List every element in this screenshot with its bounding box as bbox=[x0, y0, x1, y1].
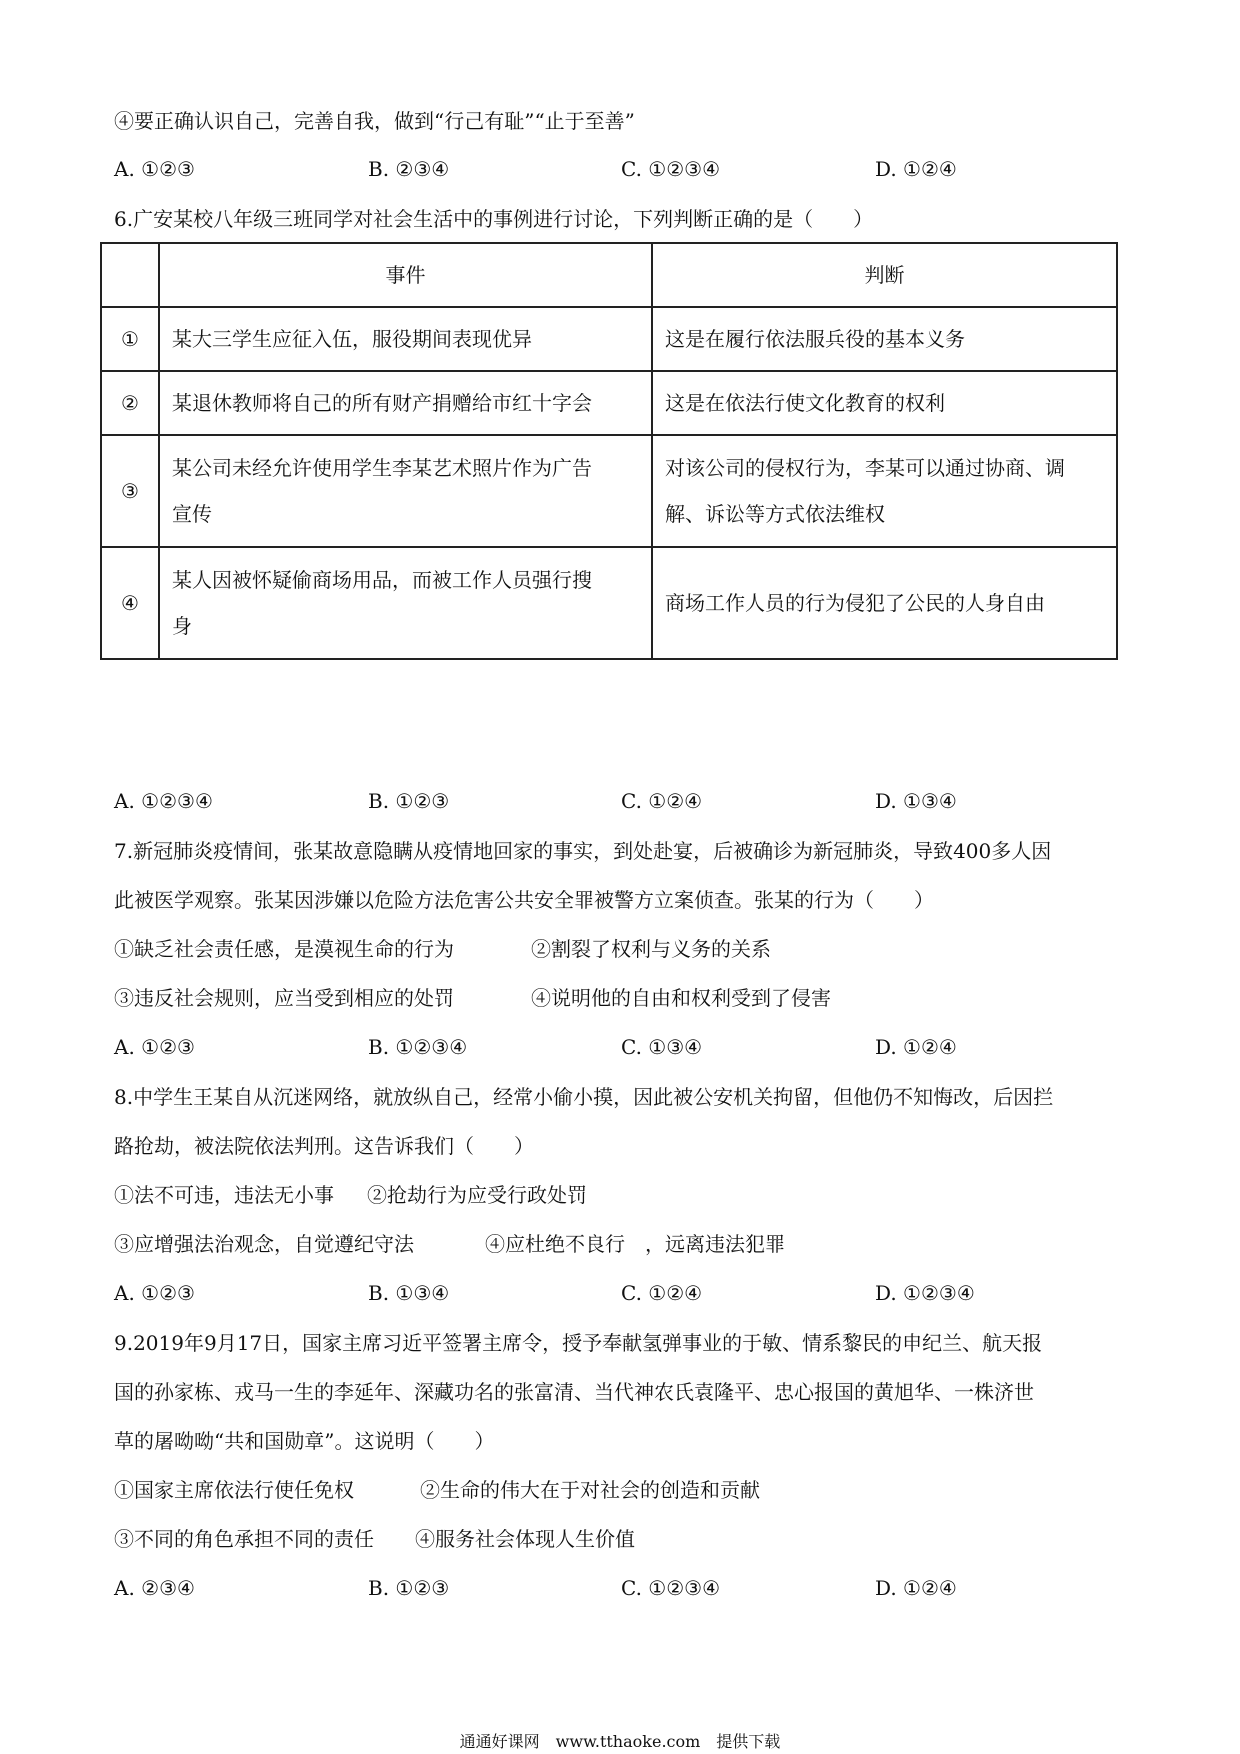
q7-stem-line-1: 7.新冠肺炎疫情间，张某故意隐瞒从疫情地回家的事实，到处赴宴，后被确诊为新冠肺炎，导致400多人因 bbox=[114, 839, 1052, 863]
table-header-event: 事件 bbox=[159, 243, 652, 307]
row-number: ③ bbox=[101, 435, 159, 547]
q9-options bbox=[114, 1575, 1134, 1601]
q5-item-4: ④要正确认识自己，完善自我，做到“行己有耻”“止于至善” bbox=[114, 109, 635, 133]
q7-option-d: D. ①②④ bbox=[875, 1035, 957, 1059]
q8-options bbox=[114, 1280, 1134, 1306]
row-event bbox=[159, 547, 652, 659]
row-judgment-line: 解、诉讼等方式依法维权 bbox=[665, 502, 885, 526]
q6-option-c: C. ①②④ bbox=[621, 789, 703, 813]
row-number: ② bbox=[101, 371, 159, 435]
row-judgment bbox=[652, 435, 1117, 547]
row-event: 某退休教师将自己的所有财产捐赠给市红十字会 bbox=[159, 371, 652, 435]
q8-item-4: ④应杜绝不良行 ，远离违法犯罪 bbox=[485, 1232, 785, 1256]
row-judgment: 商场工作人员的行为侵犯了公民的人身自由 bbox=[652, 547, 1117, 659]
table-row bbox=[101, 435, 1117, 547]
q7-option-c: C. ①③④ bbox=[621, 1035, 703, 1059]
q7-item-1: ①缺乏社会责任感，是漠视生命的行为 bbox=[114, 937, 454, 961]
row-event: 某大三学生应征入伍，服役期间表现优异 bbox=[159, 307, 652, 371]
q8-item-2: ②抢劫行为应受行政处罚 bbox=[367, 1183, 587, 1207]
table-row bbox=[101, 547, 1117, 659]
q8-item-1: ①法不可违，违法无小事 bbox=[114, 1183, 334, 1207]
table-header-row bbox=[101, 243, 1117, 307]
q5-option-c: C. ①②③④ bbox=[621, 157, 721, 181]
q8-stem-line-1: 8.中学生王某自从沉迷网络，就放纵自己，经常小偷小摸，因此被公安机关拘留，但他仍不知悔改，后因拦 bbox=[114, 1085, 1054, 1109]
q9-option-c: C. ①②③④ bbox=[621, 1576, 721, 1600]
q9-item-3: ③不同的角色承担不同的责任 bbox=[114, 1527, 374, 1551]
q7-item-4: ④说明他的自由和权利受到了侵害 bbox=[531, 986, 831, 1010]
q5-option-a: A. ①②③ bbox=[114, 157, 195, 181]
q5-option-b: B. ②③④ bbox=[368, 157, 450, 181]
q9-item-2: ②生命的伟大在于对社会的创造和贡献 bbox=[420, 1478, 760, 1502]
row-event-line: 某公司未经允许使用学生李某艺术照片作为广告 bbox=[172, 456, 592, 480]
q9-stem-line-3: 草的屠呦呦“共和国勋章”。这说明（ ） bbox=[114, 1429, 495, 1453]
q9-option-b: B. ①②③ bbox=[368, 1576, 450, 1600]
page-footer: 通通好课网 www.tthaoke.com 提供下载 bbox=[459, 1732, 781, 1751]
q6-option-d: D. ①③④ bbox=[875, 789, 957, 813]
q5-option-d: D. ①②④ bbox=[875, 157, 957, 181]
q8-item-3: ③应增强法治观念，自觉遵纪守法 bbox=[114, 1232, 414, 1256]
q9-option-d: D. ①②④ bbox=[875, 1576, 957, 1600]
row-judgment-line: 对该公司的侵权行为，李某可以通过协商、调 bbox=[665, 456, 1065, 480]
q8-stem-line-2: 路抢劫，被法院依法判刑。这告诉我们（ ） bbox=[114, 1134, 534, 1158]
table-row bbox=[101, 371, 1117, 435]
q9-option-a: A. ②③④ bbox=[114, 1576, 195, 1600]
table-row bbox=[101, 307, 1117, 371]
row-event bbox=[159, 435, 652, 547]
q8-option-c: C. ①②④ bbox=[621, 1281, 703, 1305]
row-judgment: 这是在依法行使文化教育的权利 bbox=[652, 371, 1117, 435]
q9-stem-line-2: 国的孙家栋、戎马一生的李延年、深藏功名的张富清、当代神农氏袁隆平、忠心报国的黄旭华、一株济世 bbox=[114, 1380, 1034, 1404]
q6-options bbox=[114, 788, 1134, 814]
q8-option-a: A. ①②③ bbox=[114, 1281, 195, 1305]
row-judgment: 这是在履行依法服兵役的基本义务 bbox=[652, 307, 1117, 371]
row-event-line: 宣传 bbox=[172, 502, 212, 526]
q7-item-2: ②割裂了权利与义务的关系 bbox=[531, 937, 771, 961]
q9-stem-line-1: 9.2019年9月17日，国家主席习近平签署主席令，授予奉献氢弹事业的于敏、情系黎民的申纪兰、航天报 bbox=[114, 1331, 1043, 1355]
q6-option-a: A. ①②③④ bbox=[114, 789, 213, 813]
q5-options bbox=[114, 156, 1134, 182]
q6-table bbox=[100, 242, 1118, 660]
q7-options bbox=[114, 1034, 1134, 1060]
q6-option-b: B. ①②③ bbox=[368, 789, 450, 813]
table-header-judgment: 判断 bbox=[652, 243, 1117, 307]
row-number: ④ bbox=[101, 547, 159, 659]
row-event-line: 某人因被怀疑偷商场用品，而被工作人员强行搜 bbox=[172, 568, 592, 592]
q9-item-1: ①国家主席依法行使任免权 bbox=[114, 1478, 354, 1502]
row-number: ① bbox=[101, 307, 159, 371]
q7-option-b: B. ①②③④ bbox=[368, 1035, 468, 1059]
q8-option-b: B. ①③④ bbox=[368, 1281, 450, 1305]
row-event-line: 身 bbox=[172, 614, 192, 638]
q7-stem-line-2: 此被医学观察。张某因涉嫌以危险方法危害公共安全罪被警方立案侦查。张某的行为（ ） bbox=[114, 888, 934, 912]
table-header-num bbox=[101, 243, 159, 307]
q6-stem: 6.广安某校八年级三班同学对社会生活中的事例进行讨论，下列判断正确的是（ ） bbox=[114, 207, 874, 231]
q9-item-4: ④服务社会体现人生价值 bbox=[415, 1527, 635, 1551]
q8-option-d: D. ①②③④ bbox=[875, 1281, 975, 1305]
q7-option-a: A. ①②③ bbox=[114, 1035, 195, 1059]
q7-item-3: ③违反社会规则，应当受到相应的处罚 bbox=[114, 986, 454, 1010]
